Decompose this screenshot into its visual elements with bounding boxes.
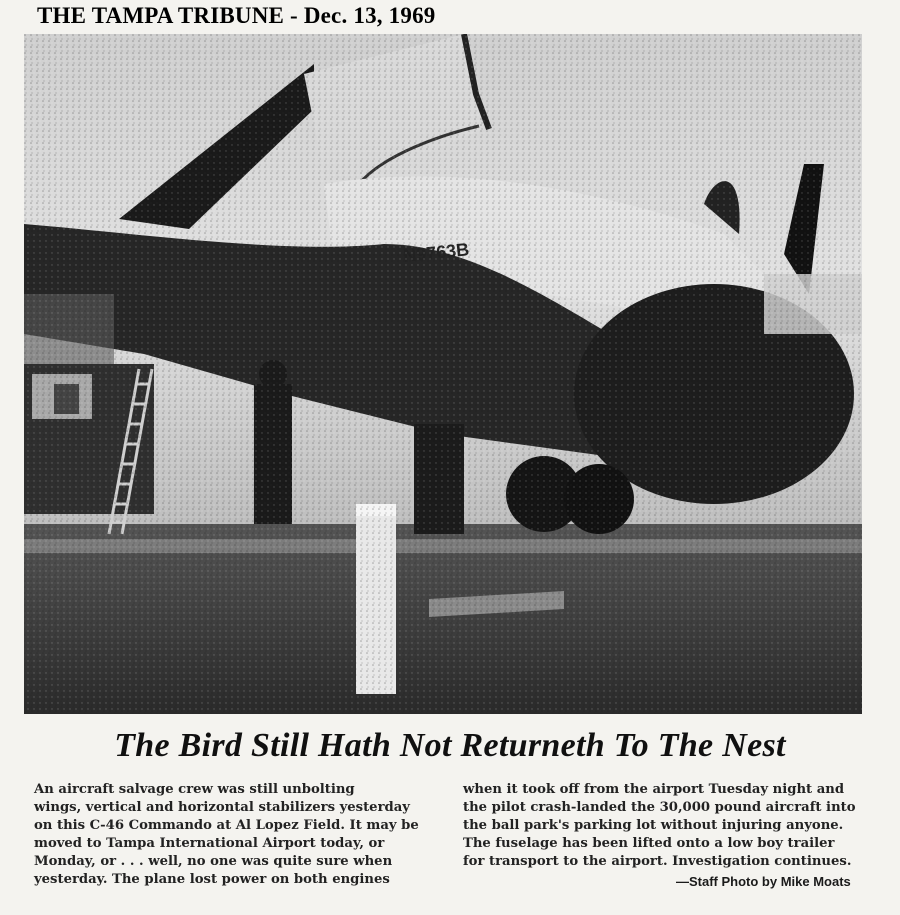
headline: The Bird Still Hath Not Returneth To The Nest	[114, 727, 786, 764]
news-photo	[24, 34, 862, 714]
caption-left-column	[34, 781, 434, 890]
crashed-plane-photo	[24, 34, 862, 714]
masthead: THE TAMPA TRIBUNE - Dec. 13, 1969	[37, 3, 436, 28]
photo-credit: —Staff Photo by Mike Moats	[676, 874, 851, 889]
caption-line: moved to Tampa International Airport today, or	[34, 836, 385, 852]
caption-line: wings, vertical and horizontal stabilizers yesterday	[34, 800, 410, 816]
caption-line: Monday, or . . . well, no one was quite sure when	[34, 854, 393, 870]
caption-line: An aircraft salvage crew was still unbolting	[34, 782, 355, 797]
caption-line: when it took off from the airport Tuesday night and	[463, 782, 845, 797]
caption-line: the pilot crash-landed the 30,000 pound aircraft into	[463, 800, 856, 816]
caption-line: The fuselage has been lifted onto a low boy trailer	[463, 836, 835, 852]
caption-right-column	[463, 781, 883, 871]
caption-line: on this C-46 Commando at Al Lopez Field. It may be	[34, 818, 419, 834]
caption-line: yesterday. The plane lost power on both engines	[34, 872, 390, 888]
caption-line: for transport to the airport. Investigation continues.	[463, 854, 852, 870]
caption-line: the ball park's parking lot without injuring anyone.	[463, 818, 844, 834]
